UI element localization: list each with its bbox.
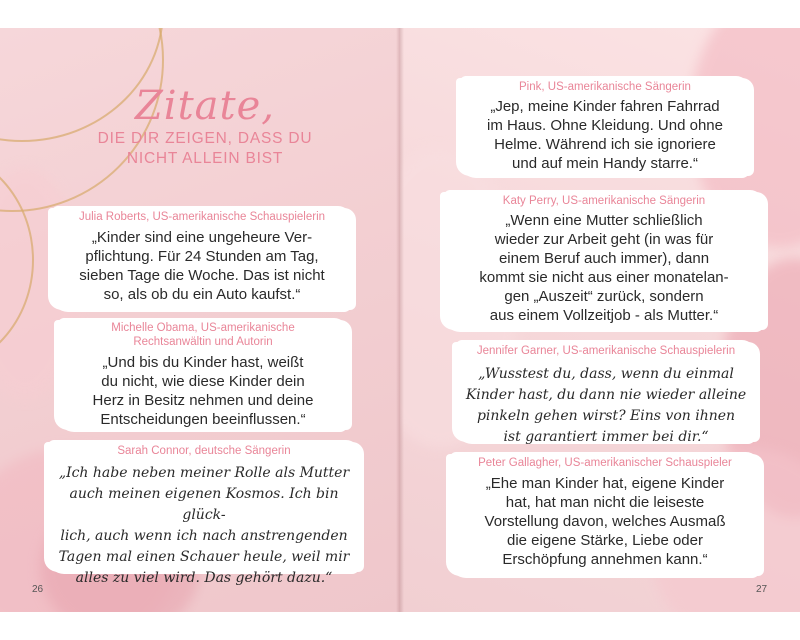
quote-author: Pink, US-amerikanische Sängerin [519,81,691,93]
quote-line: „Wusstest du, dass, wenn du einmal [478,366,734,382]
quote-text [460,94,750,173]
quote-block [450,452,760,569]
quote-line: im Haus. Ohne Kleidung. Und ohne [487,117,723,134]
quote-author: Katy Perry, US-amerikanische Sängerin [502,195,706,207]
quote-text [52,224,352,304]
quote-line: pflichtung. Für 24 Stunden am Tag, [85,248,319,265]
quote-author-line: Michelle Obama, US-amerikanische [111,322,295,334]
quote-line: alles zu viel wird. Das gehört dazu.“ [75,570,333,586]
quote-text [456,358,756,448]
quote-block [460,76,750,173]
heading-subtitle-line: NICHT ALLEIN BIST [126,150,284,167]
quote-line: aus einem Vollzeitjob - als Mutter.“ [489,307,719,324]
page-number: 26 [32,584,44,595]
quote-block [444,190,764,325]
quote-text [444,208,764,325]
quote-line: pinkeln gehen wirst? Eins von ihnen [476,408,736,424]
quote-line: Tagen mal einen Schauer heule, weil mir [58,549,350,565]
quote-line: einem Beruf auch immer), dann [498,250,710,267]
quote-line: Erschöpfung annehmen kann.“ [502,551,708,568]
quote-line: „Jep, meine Kinder fahren Fahrrad [490,98,720,115]
quote-author: Peter Gallagher, US-amerikanischer Schauspieler [478,457,732,469]
page-heading [90,83,320,169]
heading-subtitle-line: DIE DIR ZEIGEN, DASS DU [97,130,313,147]
quote-line: „Kinder sind eine ungeheure Ver- [91,229,313,246]
quote-line: Helme. Während ich sie ignoriere [494,136,716,153]
quote-line: du nicht, wie diese Kinder dein [101,373,305,390]
quote-line: „Wenn eine Mutter schließlich [505,212,703,229]
quote-line: „Und bis du Kinder hast, weißt [102,354,304,371]
quote-line: „Ich habe neben meiner Rolle als Mutter [58,465,350,481]
quote-text [450,470,760,569]
quote-block [52,206,352,304]
quote-line: hat, hat man nicht die leiseste [505,494,705,511]
quote-author-line: Rechtsanwältin und Autorin [133,336,273,348]
quote-text [48,458,360,589]
quote-line: ist garantiert immer bei dir.“ [503,429,709,445]
left-page [0,28,400,612]
quote-line: Kinder hast, du dann nie wieder alleine [465,387,747,403]
quote-line: lich, auch wenn ich nach anstrengenden [60,528,348,544]
quote-line: und auf mein Handy starre.“ [512,155,698,172]
quote-line: auch meinen eigenen Kosmos. Ich bin glück- [69,486,339,523]
quote-line: sieben Tage die Woche. Das ist nicht [79,267,325,284]
quote-line: Herz in Besitz nehmen und deine [92,392,314,409]
page-number: 27 [756,584,768,595]
quote-block [456,340,756,448]
quote-text [58,349,348,429]
quote-line: so, als ob du ein Auto kaufst.“ [103,286,301,303]
quote-line: Vorstellung davon, welches Ausmaß [484,513,726,530]
quote-line: kommt sie nicht aus einer monatelan- [479,269,729,286]
quote-author: Jennifer Garner, US-amerikanische Schauspielerin [476,345,736,357]
book-gutter [396,28,404,612]
quote-line: wieder zur Arbeit geht (in was für [494,231,714,248]
quote-block [48,440,360,589]
quote-line: die eigene Stärke, Liebe oder [507,532,703,549]
quote-line: „Ehe man Kinder hat, eigene Kinder [485,475,725,492]
quote-line: gen „Auszeit“ zurück, sondern [504,288,704,305]
quote-author: Sarah Connor, deutsche Sängerin [117,445,291,457]
heading-script: Zitate, [135,83,275,129]
quote-line: Entscheidungen beeinflussen.“ [100,411,306,428]
quote-block [58,318,348,429]
right-page [400,28,800,612]
quote-author: Julia Roberts, US-amerikanische Schauspielerin [78,211,326,223]
book-spread [0,28,800,612]
quote-author [58,318,348,349]
